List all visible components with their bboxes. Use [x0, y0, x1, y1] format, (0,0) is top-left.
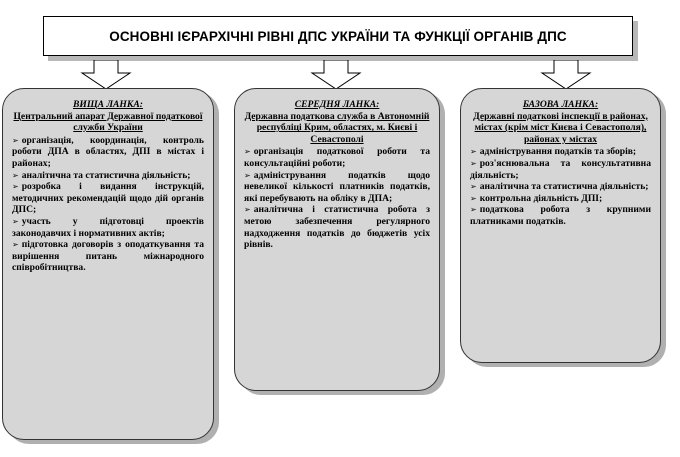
arrow-bullet-icon: ➢	[12, 240, 19, 250]
level-card-basic	[460, 88, 661, 363]
arrow-bullet-icon: ➢	[12, 135, 19, 145]
arrow-bullet-icon: ➢	[470, 147, 477, 157]
list-item: ➢ адміністрування податків щодо невеликої кількості платників податків, які перебувають на обліку в ДПА;	[244, 169, 430, 204]
list-item: ➢ адміністрування податків та зборів;	[470, 146, 637, 158]
list-item: ➢ податкова робота з крупними платниками податків.	[470, 204, 651, 227]
arrow-bullet-icon: ➢	[244, 205, 251, 215]
level-card-middle	[234, 88, 440, 391]
level-title: БАЗОВА ЛАНКА:	[522, 99, 599, 110]
list-item: ➢ аналітична і статистична робота з метою забезпечення регулярного надходження податків до бюджетів усіх рівнів.	[244, 204, 430, 251]
down-arrow-icon-1	[80, 60, 132, 90]
arrow-bullet-icon: ➢	[470, 182, 477, 192]
list-item: ➢ аналітична та статистична діяльність;	[12, 169, 191, 181]
function-list	[244, 146, 430, 250]
list-item: ➢ підготовка договорів з оподаткування та вирішення питань міжнародного співробітництва.	[12, 239, 204, 274]
level-title: СЕРЕДНЯ ЛАНКА:	[294, 99, 380, 110]
diagram-title: ОСНОВНІ ІЄРАРХІЧНІ РІВНІ ДПС УКРАЇНИ ТА ФУНКЦІЇ ОРГАНІВ ДПС	[109, 28, 567, 44]
arrow-bullet-icon: ➢	[470, 205, 477, 215]
arrow-bullet-icon: ➢	[12, 182, 19, 192]
list-item: ➢ організація податкової роботи та консультаційні роботи;	[244, 146, 430, 169]
level-organ: Державна податкова служба в Автономній республіці Крим, областях, м. Києві і Севастополі	[244, 110, 430, 145]
list-item: ➢ роз'яснювальна та консультативна діяльність;	[470, 157, 651, 181]
down-arrow-icon-3	[540, 60, 592, 90]
list-item: ➢ розробка і видання інструкцій, методичних рекомендацій щодо дій органів ДПС;	[12, 181, 204, 216]
arrow-bullet-icon: ➢	[12, 216, 19, 226]
level-organ: Центральний апарат Державної податкової служби України	[13, 110, 203, 134]
function-list	[470, 146, 651, 227]
arrow-bullet-icon: ➢	[244, 170, 251, 180]
diagram-title-box	[43, 16, 633, 56]
arrow-bullet-icon: ➢	[12, 170, 19, 180]
level-title: ВИЩА ЛАНКА:	[72, 99, 143, 110]
down-arrow-icon-2	[310, 60, 362, 90]
function-list	[12, 135, 204, 274]
level-organ: Державні податкові інспекції в районах, містах (крім міст Києва і Севастополя), районах у містах	[473, 110, 648, 145]
arrow-bullet-icon: ➢	[244, 147, 251, 157]
arrow-bullet-icon: ➢	[470, 158, 477, 168]
list-item: ➢ контрольна діяльність ДПІ;	[470, 192, 603, 204]
level-card-higher	[2, 88, 214, 440]
arrow-bullet-icon: ➢	[470, 193, 477, 203]
list-item: ➢ організація, координація, контроль роботи ДПА в областях, ДПІ в містах і районах;	[12, 134, 204, 169]
list-item: ➢ участь у підготовці проектів законодавчих і нормативних актів;	[12, 215, 204, 239]
list-item: ➢ аналітична та статистична діяльність;	[470, 181, 649, 193]
